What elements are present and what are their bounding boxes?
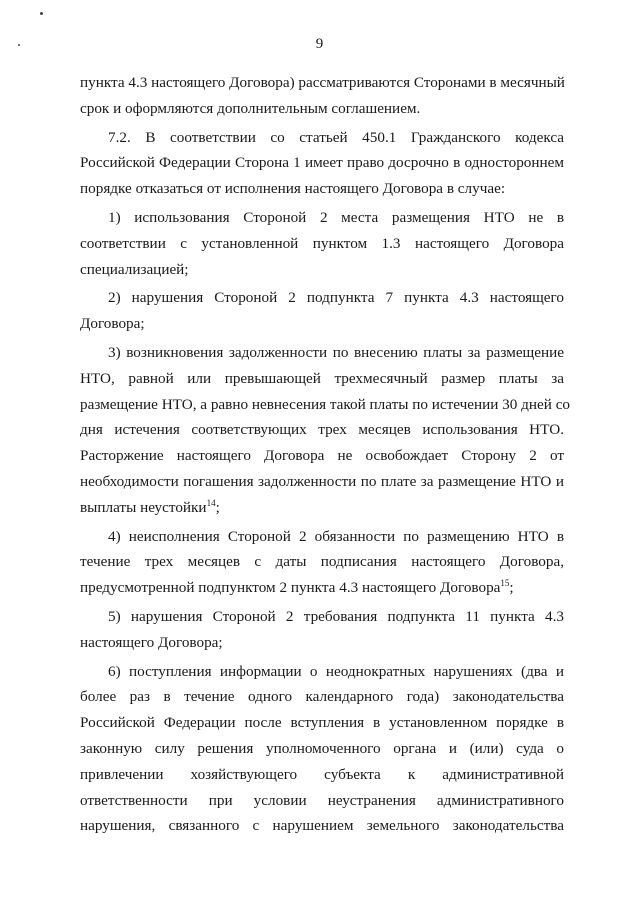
text-line-content: нарушения, связанного с нарушением земельного законодательства [80, 817, 564, 835]
text-line [80, 125, 564, 151]
text-line [80, 176, 564, 202]
text-line [80, 659, 564, 685]
text-line [80, 150, 564, 176]
text-line-content: течение трех месяцев с даты подписания настоящего Договора, [80, 553, 564, 571]
text-line [80, 684, 564, 710]
scan-speck [40, 12, 43, 15]
text-line [80, 524, 564, 550]
text-line-content: настоящего Договора; [80, 633, 223, 651]
text-line-tail: ; [215, 498, 220, 516]
text-line [80, 70, 564, 96]
text-line-content: 3) возникновения задолженности по внесению платы за размещение [108, 343, 564, 361]
text-line [80, 495, 564, 521]
text-line-tail: ; [509, 579, 514, 597]
text-line [80, 96, 564, 122]
text-line [80, 392, 571, 418]
text-line-content: 5) нарушения Стороной 2 требования подпункта 11 пункта 4.3 [108, 607, 564, 625]
text-line-content: пункта 4.3 настоящего Договора) рассматриваются Сторонами в месячный [80, 74, 565, 91]
text-line [80, 366, 564, 392]
document-body [80, 70, 571, 839]
text-line [80, 205, 564, 231]
text-line [80, 762, 564, 788]
text-line-content: Расторжение настоящего Договора не освобождает Сторону 2 от [80, 447, 564, 465]
text-line-content: порядке отказаться от исполнения настоящего Договора в случае: [80, 180, 506, 198]
text-line [80, 549, 564, 575]
text-line [80, 710, 564, 736]
text-line-content: выплаты неустойки [80, 498, 207, 516]
text-line [80, 443, 564, 469]
text-line-content: Договора; [80, 315, 145, 333]
text-line-content: необходимости погашения задолженности по плате за размещение НТО и [80, 472, 564, 490]
footnote-reference: 15 [500, 578, 510, 589]
text-line-content: 7.2. В соответствии со статьей 450.1 Гражданского кодекса [108, 128, 564, 146]
text-line [80, 417, 564, 443]
text-line [80, 231, 564, 257]
text-line-content: предусмотренной подпунктом 2 пункта 4.3 настоящего Договора [80, 579, 501, 597]
text-line-content: Российской Федерации после вступления в установленном порядке в [80, 714, 564, 732]
text-line-content: срок и оформляются дополнительным соглашением. [80, 99, 421, 117]
text-line-content: 1) использования Стороной 2 места размещения НТО не в [108, 208, 564, 226]
text-line [80, 311, 564, 337]
text-line-content: специализацией; [80, 260, 189, 278]
page-number: 9 [315, 36, 324, 52]
text-line-content: размещение НТО, а равно невнесения такой платы по истечении 30 дней со [80, 395, 571, 413]
text-line [80, 469, 564, 495]
text-line [80, 813, 564, 839]
text-line-content: дня истечения соответствующих трех месяцев использования НТО. [80, 421, 564, 439]
scan-speck [18, 44, 20, 46]
text-line [80, 604, 564, 630]
text-line-content: соответствии с установленной пунктом 1.3 настоящего Договора [80, 234, 564, 252]
text-line-content: Российской Федерации Сторона 1 имеет право досрочно в одностороннем [80, 154, 564, 172]
text-line [80, 257, 564, 283]
text-line [80, 285, 564, 311]
text-line [80, 340, 564, 366]
text-line-content: привлечении хозяйствующего субъекта к административной [80, 765, 564, 783]
text-line [80, 788, 564, 814]
text-line-content: законную силу решения уполномоченного органа и (или) суда о [80, 739, 564, 757]
text-line-content: 6) поступления информации о неоднократных нарушениях (два и [108, 662, 564, 680]
text-line [80, 575, 564, 601]
text-line-content: НТО, равной или превышающей трехмесячный размер платы за [80, 369, 564, 387]
footnote-reference: 14 [206, 497, 216, 508]
text-line-content: ответственности при условии неустранения административного [80, 791, 564, 809]
text-line [80, 630, 564, 656]
text-line [80, 736, 564, 762]
text-line-content: 4) неисполнения Стороной 2 обязанности по размещению НТО в [108, 527, 564, 545]
text-line-content: 2) нарушения Стороной 2 подпункта 7 пункта 4.3 настоящего [108, 289, 564, 307]
text-line-content: более раз в течение одного календарного года) законодательства [80, 688, 564, 706]
